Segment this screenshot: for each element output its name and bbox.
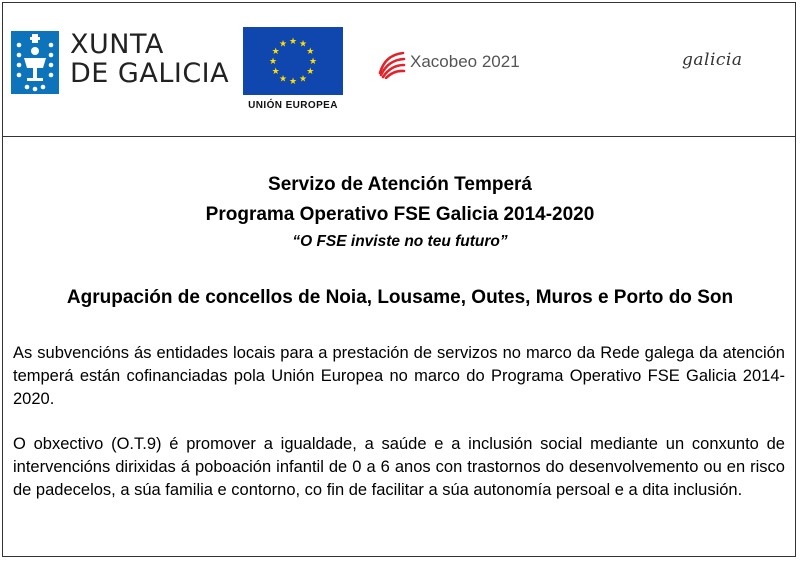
svg-text:★: ★ bbox=[308, 57, 318, 67]
header-divider bbox=[2, 136, 796, 137]
eu-label: UNIÓN EUROPEA bbox=[248, 100, 338, 111]
svg-text:★: ★ bbox=[298, 74, 308, 85]
group-title: Agrupación de concellos de Noia, Lousame, Outes, Muros e Porto do Son bbox=[66, 287, 734, 308]
galicia-logo: galicia bbox=[682, 50, 743, 70]
svg-text:★: ★ bbox=[271, 67, 280, 77]
slogan: “O FSE inviste no teu futuro” bbox=[292, 233, 508, 250]
xunta-wordmark bbox=[70, 30, 229, 88]
svg-text:★: ★ bbox=[268, 57, 278, 67]
svg-text:★: ★ bbox=[306, 67, 315, 77]
xunta-line1: XUNTA bbox=[70, 29, 164, 60]
xacobeo-shell-icon bbox=[376, 49, 406, 79]
xacobeo-wordmark: Xacobeo 2021 bbox=[410, 52, 520, 71]
service-title: Servizo de Atención Temperá bbox=[268, 174, 532, 195]
paragraph-funding: As subvencións ás entidades locais para a prestación de servizos no marco da Rede galega da atención temperá están cofinanciadas pola Unión Europea no marco do Programa Operativo FSE Galicia 2014-2020. bbox=[13, 344, 785, 408]
svg-text:★: ★ bbox=[288, 37, 298, 47]
svg-text:★: ★ bbox=[288, 77, 298, 87]
eu-flag-icon bbox=[243, 27, 343, 95]
paragraph-objective: O obxectivo (O.T.9) é promover a igualdade, a saúde e a inclusión social mediante un conxunto de intervencións dirixidas á poboación infantil de 0 a 6 anos con trastornos do desenvolvemento ou en risco de padecelos, a súa familia e contorno, co fin de facilitar a súa autonomía persoal e a dita inclusión. bbox=[13, 435, 785, 499]
svg-text:★: ★ bbox=[306, 47, 315, 57]
program-title: Programa Operativo FSE Galicia 2014-2020 bbox=[205, 204, 595, 225]
xunta-line2: DE GALICIA bbox=[70, 58, 230, 89]
svg-text:★: ★ bbox=[278, 74, 288, 85]
xunta-crest-icon bbox=[11, 31, 59, 94]
svg-text:★: ★ bbox=[271, 47, 280, 57]
svg-text:★: ★ bbox=[298, 39, 308, 50]
svg-text:★: ★ bbox=[278, 39, 288, 50]
